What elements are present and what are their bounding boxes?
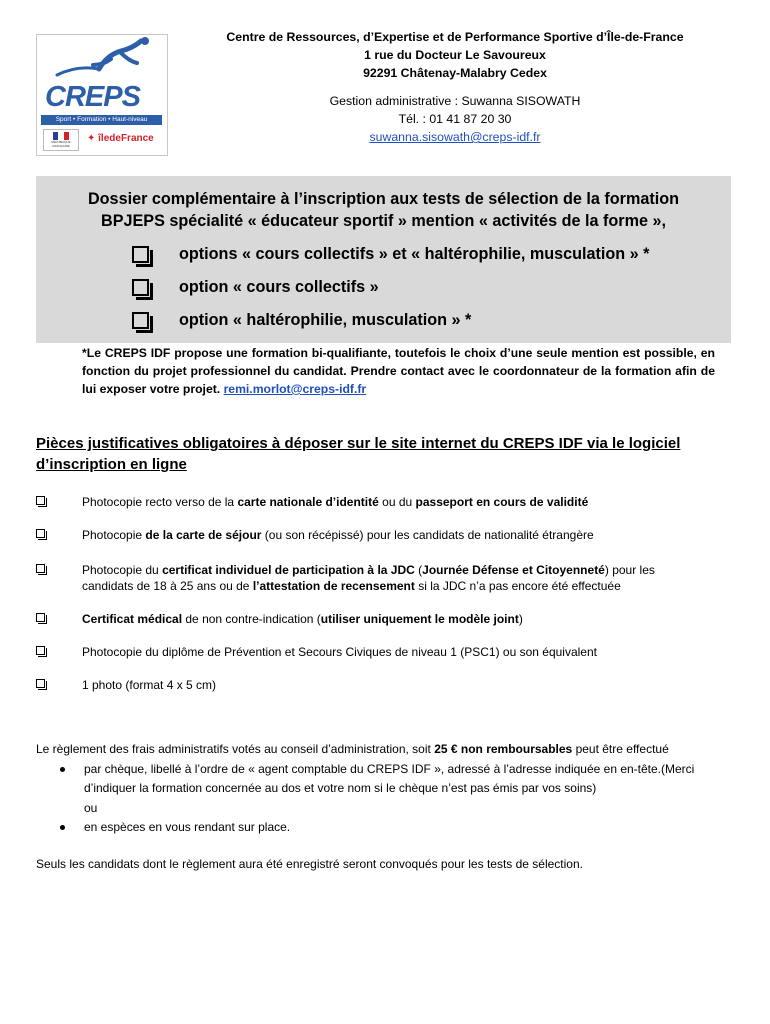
document-text: Photocopie du certificat individuel de participation à la JDC (Journée Défense et Citoyenneté) pour les candidats de 18 à 25 ans ou de l’attestation de recensement si la JDC n’a pas encore été effectuée — [82, 563, 655, 593]
bullet-icon — [60, 767, 65, 772]
cash-text: en espèces en vous rendant sur place. — [84, 820, 291, 834]
logo-tagline: Sport • Formation • Haut-niveau — [41, 115, 162, 125]
coordinator-email-link[interactable]: remi.morlot@creps-idf.fr — [223, 382, 367, 396]
checkbox[interactable] — [132, 279, 149, 296]
document-text: Photocopie recto verso de la carte nationale d’identité ou du passeport en cours de validité — [82, 495, 589, 509]
document-text: Photocopie du diplôme de Prévention et Secours Civiques de niveau 1 (PSC1) ou son équivalent — [82, 645, 597, 659]
option-label: option « cours collectifs » — [179, 278, 379, 296]
bi-qualification-note: *Le CREPS IDF propose une formation bi-qualifiante, toutefois le choix d’une seule mention est possible, en fonction du projet professionnel du candidat. Prendre contact avec le coordonnateur de la formation afin de lui exposer votre projet. remi.morlot@creps-idf.fr — [82, 346, 715, 396]
republique-francaise-logo — [43, 129, 79, 151]
checkbox-icon[interactable] — [36, 529, 45, 538]
option-cours-collectifs[interactable] — [132, 275, 379, 299]
contact-email-link[interactable]: suwanna.sisowath@creps-idf.fr — [369, 130, 541, 144]
document-title: Dossier complémentaire à l’inscription aux tests de sélection de la formation BPJEPS spécialité « éducateur sportif » mention « activités de la forme », — [87, 190, 680, 230]
logo-brand: CREPS — [45, 81, 140, 113]
ile-de-france-logo: ✦ îledeFrance — [87, 133, 154, 144]
option-label: options « cours collectifs » et « haltérophilie, musculation » * — [179, 245, 650, 263]
city-address: 92291 Châtenay-Malabry Cedex — [363, 66, 547, 80]
address-header — [190, 28, 720, 146]
or-text: ou — [84, 801, 98, 815]
checkbox-icon[interactable] — [36, 679, 45, 688]
center-name: Centre de Ressources, d’Expertise et de Performance Sportive d’Île-de-France — [226, 30, 684, 44]
athlete-icon — [37, 35, 167, 85]
checkbox-icon[interactable] — [36, 613, 45, 622]
cheque-text: par chèque, libellé à l’ordre de « agent comptable du CREPS IDF », adressé à l’adresse indiquée en en-tête.(Merci d’indiquer la formation concernée au dos et votre nom si le chèque n’est pas émis par vos soins) — [84, 762, 695, 795]
option-both[interactable] — [132, 242, 649, 266]
required-documents-title: Pièces justificatives obligatoires à déposer sur le site internet du CREPS IDF via le logiciel d’inscription en ligne — [36, 435, 681, 473]
option-halterophilie[interactable] — [132, 308, 471, 332]
checkbox-icon[interactable] — [36, 564, 45, 573]
street-address: 1 rue du Docteur Le Savoureux — [364, 48, 546, 62]
checkbox-icon[interactable] — [36, 646, 45, 655]
document-text: 1 photo (format 4 x 5 cm) — [82, 678, 217, 692]
french-flag-icon — [53, 132, 69, 140]
creps-logo — [36, 34, 168, 156]
title-band — [36, 176, 731, 343]
republique-text: RÉPUBLIQUE FRANÇAISE — [51, 140, 71, 148]
admin-contact: Gestion administrative : Suwanna SISOWATH — [329, 94, 581, 108]
payment-intro: Le règlement des frais administratifs votés au conseil d’administration, soit 25 € non remboursables peut être effectué — [36, 742, 669, 756]
document-text: Certificat médical de non contre-indication (utiliser uniquement le modèle joint) — [82, 612, 523, 626]
checkbox-icon[interactable] — [36, 496, 45, 505]
closing-note: Seuls les candidats dont le règlement aura été enregistré seront convoqués pour les tests de sélection. — [36, 857, 583, 871]
phone-number: Tél. : 01 41 87 20 30 — [398, 112, 512, 126]
bullet-icon — [60, 825, 65, 830]
checkbox[interactable] — [132, 312, 149, 329]
option-label: option « haltérophilie, musculation » * — [179, 311, 472, 329]
document-text: Photocopie de la carte de séjour (ou son récépissé) pour les candidats de nationalité étrangère — [82, 528, 594, 542]
checkbox[interactable] — [132, 246, 149, 263]
